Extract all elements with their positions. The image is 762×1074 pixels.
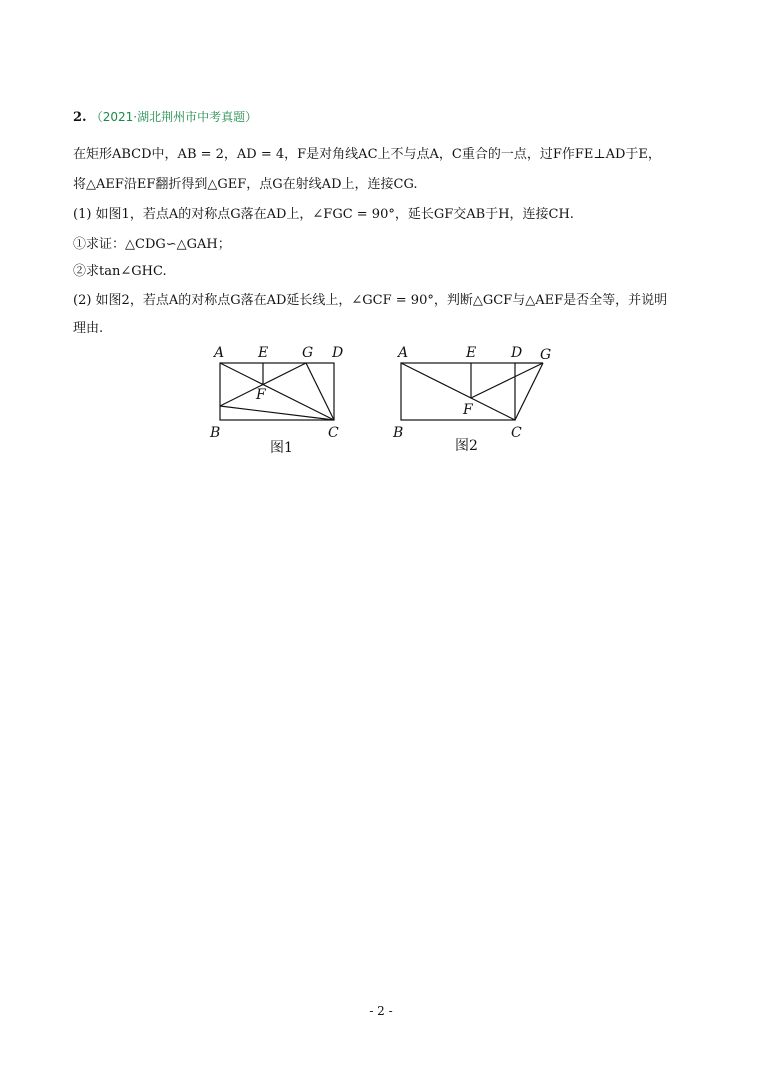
fig1-label-d: D <box>332 345 344 361</box>
problem-line-6: (2) 如图2，若点A的对称点G落在AD延长线上，∠GCF = 90°，判断△GCF与△AEF是否全等，并说明 <box>73 293 668 308</box>
fig2-caption: 图2 <box>455 438 478 454</box>
problem-line-4: ①求证：△CDG∽△GAH； <box>73 237 231 252</box>
fig1-label-b: B <box>210 425 221 441</box>
problem-line-3: (1) 如图1，若点A的对称点G落在AD上，∠FGC = 90°，延长GF交AB于H，连接CH. <box>73 207 574 222</box>
problem-line-5: ②求tan∠GHC. <box>73 264 167 279</box>
fig1-diagonal-ac <box>220 363 334 420</box>
fig1-segment-hc <box>220 406 334 420</box>
problem-line-2: 将△AEF沿EF翻折得到△GEF，点G在射线AD上，连接CG. <box>73 177 418 192</box>
fig1-label-f: F <box>256 387 266 403</box>
problem-line-1: 在矩形ABCD中，AB = 2，AD = 4，F是对角线AC上不与点A，C重合的一点，过F作FE⊥AD于E， <box>73 147 661 162</box>
fig2-segment-fg <box>471 363 543 398</box>
fig1-label-a: A <box>214 345 225 361</box>
fig2-diagonal-ac <box>401 363 515 420</box>
fig2-label-d: D <box>511 345 523 361</box>
fig1-caption: 图1 <box>270 440 293 456</box>
fig1-label-g: G <box>302 345 314 361</box>
fig1-segment-gc <box>306 363 334 420</box>
page-number: - 2 - <box>369 1004 393 1018</box>
fig2-label-e: E <box>466 345 477 361</box>
question-source: （2021·湖北荆州市中考真题） <box>90 110 258 124</box>
problem-line-7: 理由. <box>73 321 104 336</box>
fig1-label-c: C <box>328 425 339 441</box>
fig2-label-a: A <box>398 345 409 361</box>
fig2-label-f: F <box>463 402 473 418</box>
fig2-label-b: B <box>393 425 404 441</box>
fig1-label-e: E <box>258 345 269 361</box>
question-number: 2. <box>73 110 87 125</box>
fig2-label-g: G <box>540 347 552 363</box>
fig2-label-c: C <box>511 425 522 441</box>
fig2-segment-gc <box>515 363 543 420</box>
